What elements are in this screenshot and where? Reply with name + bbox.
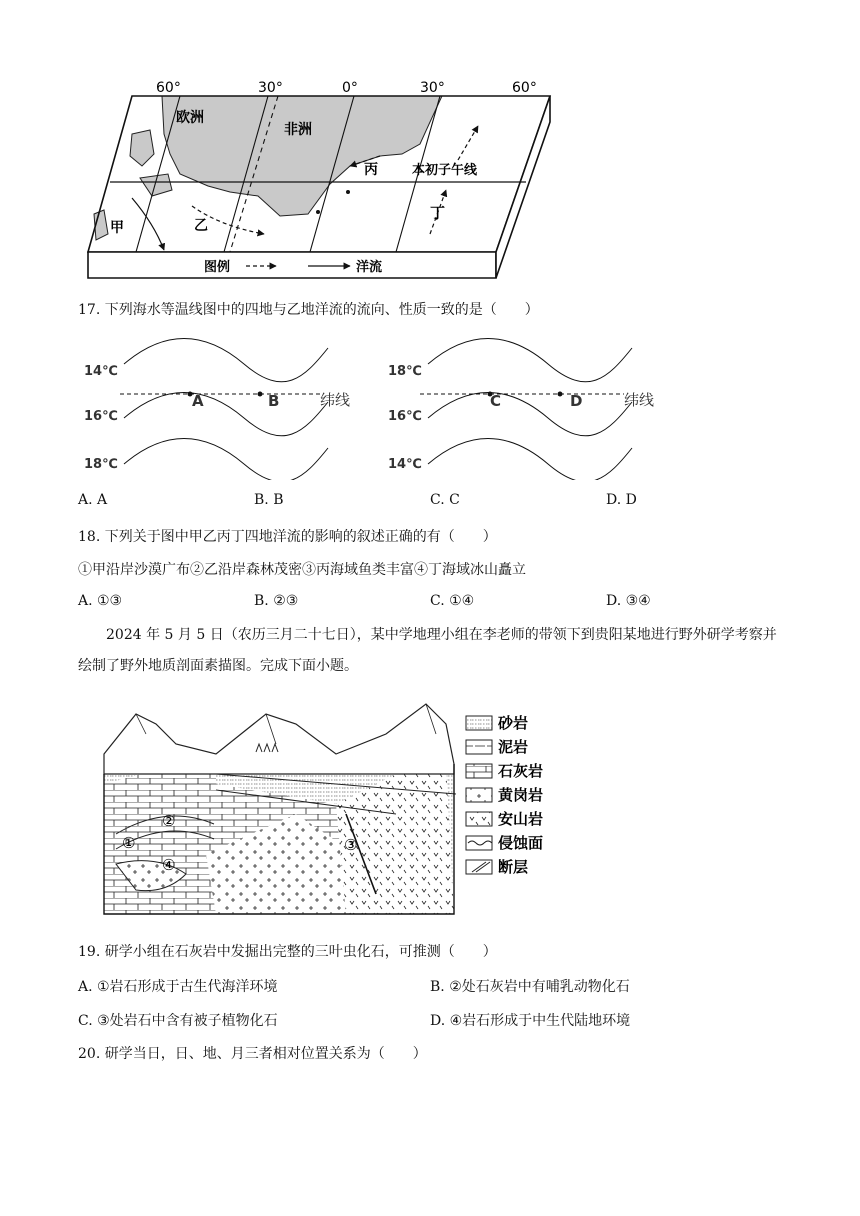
point-d (558, 392, 563, 397)
isotherm-label: 14℃ (388, 457, 422, 472)
legend-granite: 黄岗岩 (498, 786, 544, 804)
ocean-current-map (80, 74, 560, 284)
label-ding: 丁 (430, 204, 446, 222)
q18-option-d[interactable]: D. ③④ (606, 593, 651, 609)
label-africa: 非洲 (284, 122, 312, 138)
lon-label: 30° (420, 80, 445, 96)
q17-option-b[interactable]: B. B (254, 492, 284, 508)
q19-option-b[interactable]: B. ②处石灰岩中有哺乳动物化石 (430, 979, 630, 995)
isotherm-chart-right (384, 334, 674, 480)
isotherm-line (428, 439, 632, 481)
legend-limestone: 石灰岩 (498, 762, 544, 780)
map-block-front (88, 252, 496, 278)
marker-4: ④ (162, 856, 176, 874)
legend-erosion: 侵蚀面 (498, 834, 544, 852)
geo-legend (466, 714, 543, 876)
marker-3: ③ (344, 836, 358, 854)
latitude-label: 纬线 (624, 391, 655, 409)
current-north (458, 126, 478, 160)
current-jia (132, 198, 164, 250)
lon-label: 60° (156, 80, 181, 96)
isotherm-label: 18℃ (388, 364, 422, 379)
isotherm-line (124, 439, 328, 481)
meridian-line (136, 96, 180, 252)
isotherm-line (428, 339, 632, 382)
q19-option-c[interactable]: C. ③处岩石中含有被子植物化石 (78, 1013, 278, 1029)
isotherm-label: 16℃ (388, 409, 422, 424)
lon-label: 60° (512, 80, 537, 96)
isotherm-line (124, 339, 328, 382)
legend-fault: 断层 (498, 858, 529, 876)
q18-option-b[interactable]: B. ②③ (254, 593, 299, 609)
legend-mudstone: 泥岩 (498, 738, 529, 756)
dot-marker (346, 190, 350, 194)
q17-stem: 17. 下列海水等温线图中的四地与乙地洋流的流向、性质一致的是（ ） (78, 302, 539, 318)
label-jia: 甲 (110, 220, 124, 236)
point-label: C (490, 392, 502, 410)
q18-stem: 18. 下列关于图中甲乙丙丁四地洋流的影响的叙述正确的有（ ） (78, 529, 497, 545)
marker-1: ① (122, 834, 136, 852)
lon-label: 30° (258, 80, 283, 96)
isotherm-label: 14℃ (84, 364, 118, 379)
map-block-side (496, 96, 550, 278)
q18-items: ①甲沿岸沙漠广布②乙沿岸森林茂密③丙海域鱼类丰富④丁海域冰山矗立 (78, 562, 526, 578)
mountain-ridge (104, 704, 454, 774)
latitude-label: 纬线 (320, 391, 351, 409)
isotherm-chart-left (80, 334, 370, 480)
point-label: A (192, 392, 204, 410)
q17-option-a[interactable]: A. A (78, 492, 108, 508)
label-yi: 乙 (194, 218, 208, 234)
point-label: D (570, 392, 583, 410)
legend-sandstone: 砂岩 (498, 714, 529, 732)
legend-current-label: 洋流 (356, 260, 383, 275)
lon-label: 0° (342, 80, 358, 96)
point-label: B (268, 392, 280, 410)
passage-text: 2024 年 5 月 5 日（农历三月二十七日），某中学地理小组在李老师的带领下到贵阳某地进行野外研学考察并绘制了野外地质剖面素描图。完成下面小题。 (78, 627, 777, 674)
isotherm-line (124, 393, 328, 436)
land-island (130, 130, 154, 166)
q19-option-d[interactable]: D. ④岩石形成于中生代陆地环境 (430, 1013, 631, 1029)
q17-option-d[interactable]: D. D (606, 492, 637, 508)
isotherm-line (428, 393, 632, 436)
label-europe: 欧洲 (176, 110, 204, 126)
q19-stem: 19. 研学小组在石灰岩中发掘出完整的三叶虫化石，可推测（ ） (78, 944, 497, 960)
isotherm-label: 16℃ (84, 409, 118, 424)
land-mass (162, 96, 442, 216)
dot-marker (316, 210, 320, 214)
legend-label: 图例 (204, 260, 231, 275)
marker-2: ② (162, 812, 176, 830)
label-meridian: 本初子午线 (412, 163, 478, 178)
q17-option-c[interactable]: C. C (430, 492, 460, 508)
land-island (140, 174, 172, 196)
q18-option-c[interactable]: C. ①④ (430, 593, 475, 609)
q18-option-a[interactable]: A. ①③ (78, 593, 123, 609)
q20-stem: 20. 研学当日，日、地、月三者相对位置关系为（ ） (78, 1046, 427, 1062)
point-b (258, 392, 263, 397)
isotherm-label: 18℃ (84, 457, 118, 472)
q19-option-a[interactable]: A. ①岩石形成于古生代海洋环境 (78, 979, 278, 995)
legend-andesite: 安山岩 (498, 810, 544, 828)
geologic-section (96, 694, 556, 924)
label-bing: 丙 (364, 162, 378, 178)
